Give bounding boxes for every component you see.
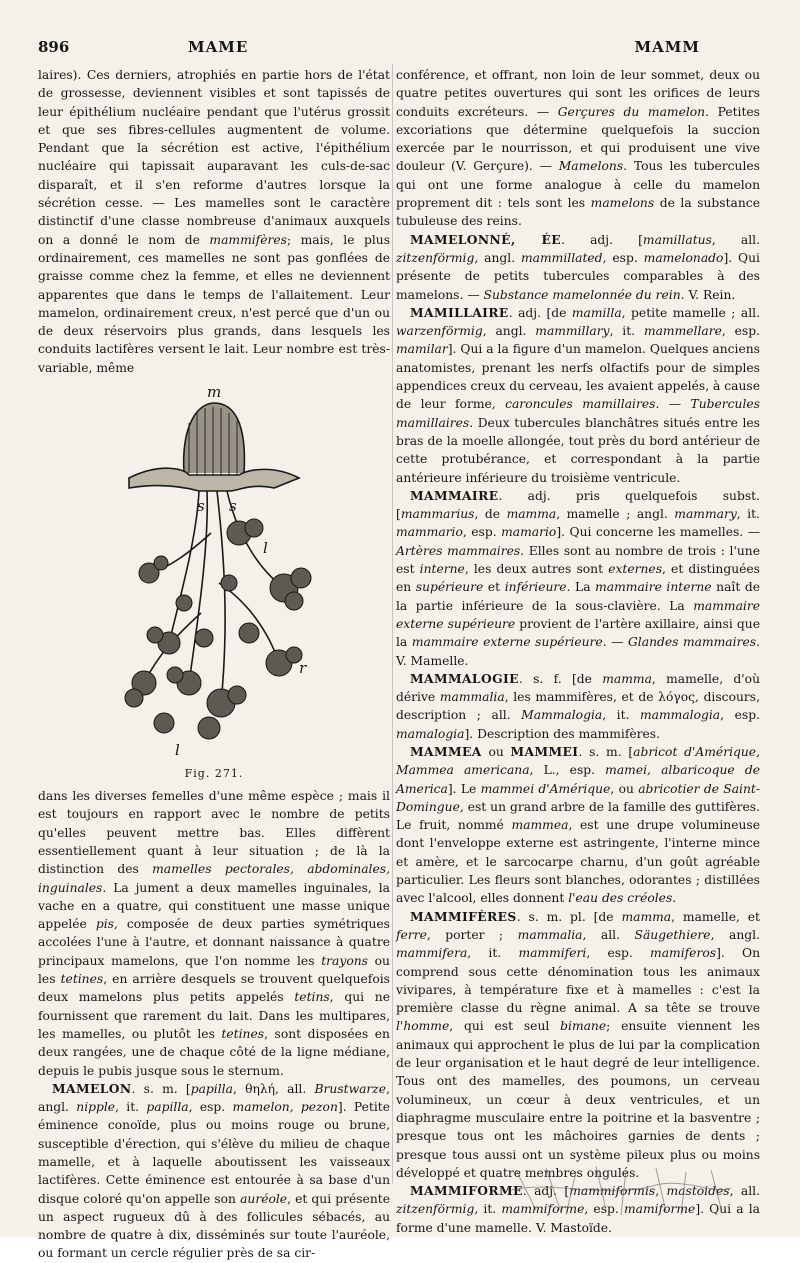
entry-mammiferes: MAMMIFÈRES. s. m. pl. [de mamma, mamelle, et ferre, porter ; mammalia, all. Säugethiere, angl. mammifera, it. mammiferi, esp. mamiferos]. On comprend sous cette dénomination tous les animaux vivipares, à température fixe et à mamelles : c'est la première classe du règne animal. A sa tête se trouve l'homme, qui est seul bimane; ensuite viennent les animaux qui approchent le plus de lui par la complication de leur organisation et le haut degré de leur intelligence. Tous ont des mamelles, des poumons, un cerveau volumineux, un cœur à deux ventricules, et un diaphragme musculaire entre la poitrine et la basventre ; presque tous ont les mâchoires garnies de dents ; presque tous aussi ont un système pileux plus ou moins développé et quatre membres ongulés. (396, 908, 760, 1180)
headword: MAMELON (52, 1080, 132, 1096)
figure-271 (38, 383, 390, 783)
header-right-guide-word: MAMM (634, 38, 700, 56)
entry-mammaire: MAMMAIRE. adj. pris quelquefois subst. [mammarius, de mamma, mamelle ; angl. mammary, it. mammario, esp. mamario]. Qui concerne les mamelles. — Artères mammaires. Elles sont au nombre de trois : l'une est interne, les deux autres sont externes, et distinguées en supérieure et inférieure. La mammaire interne naît de la partie inférieure de la sous-clavière. La mammaire externe supérieure provient de l'artère axillaire, ainsi que la mammaire externe supérieure. — Glandes mammaires. V. Mamelle. (396, 487, 761, 668)
entry-mammalogie: MAMMALOGIE. s. f. [de mamma, mamelle, d'où dérive mammalia, les mammifères, et de λόγος, discours, description ; all. Mammalogia, it. mammalogia, esp. mamalogia]. Description des mammifères. (396, 670, 760, 741)
figure-label-s-left: s (197, 497, 205, 516)
header-left-guide-word: MAME (188, 38, 249, 56)
headword: MAMMEA (410, 743, 482, 759)
left-column (38, 66, 390, 1263)
figure-label-s-right: s (229, 497, 237, 516)
entry-mamillaire: MAMILLAIRE. adj. [de mamilla, petite mamelle ; all. warzenförmig, angl. mammillary, it. mammellare, esp. mamilar]. Qui a la figure d'un mamelon. Quelques anciens anatomistes, prenant les nerfs olfactifs pour de simples appendices creux du cerveau, les avaient appelés, à cause de leur forme, caroncules mamillaires. — Tubercules mamillaires. Deux tubercules blanchâtres situés entre les bras de la moelle allongée, tout près du bord antérieur de cette protubérance, et correspondant à la partie antérieure inférieure du troisième ventricule. (396, 304, 760, 485)
entry-mamelon: MAMELON. s. m. [papilla, θηλή, all. Brustwarze, angl. nipple, it. papilla, esp. mamelon, pezon]. Petite éminence conoïde, plus ou moins rouge ou brune, susceptible d'érection, qui s'élève du milieu de chaque mamelle, et à laquelle aboutissent les vaisseaux lactifères. Cette éminence est entourée à sa base d'un disque coloré qu'on appelle son auréole, et qui présente un aspect rugueux dû à des follicules sébacés, au nombre de quatre à dix, disséminés sur toute l'auréole, ou formant un cercle régulier près de sa cir- (38, 1080, 390, 1261)
headword: MAMMALOGIE (410, 670, 519, 686)
figure-label-r: r (299, 659, 307, 678)
column-divider (392, 64, 393, 1184)
headword: MAMMAIRE (410, 487, 499, 503)
entry-mamelonne: MAMELONNÉ, ÉE. adj. [mamillatus, all. zitzenförmig, angl. mammillated, esp. mamelonado]. Qui présente de petits tubercules comparables à des mamelons. — Substance mamelonnée du rein. V. Rein. (396, 231, 760, 302)
paragraph-mamelon-continued: conférence, et offrant, non loin de leur sommet, deux ou quatre petites ouvertures qui sont les orifices de leurs conduits excréteurs. — Gerçures du mamelon. Petites excoriations que détermine quelquefois la succion exercée par le nourrisson, et qui produisent une vive douleur (V. Gerçure). — Mamelons. Tous les tubercules qui ont une forme analogue à celle du mamelon proprement dit : tels sont les mamelons de la substance tubuleuse des reins. (396, 68, 760, 229)
headword: MAMMIFORME (410, 1183, 523, 1199)
library-stamp-mark (506, 1160, 736, 1220)
figure-label-m: m (207, 383, 222, 402)
headword: MAMMIFÈRES (410, 908, 517, 924)
figure-label-l-right: l (263, 539, 268, 558)
entry-mammea: MAMMEA ou MAMMEI. s. m. [abricot d'Amérique, Mammea americana, L., esp. mamei, albaricoque de America]. Le mammei d'Amérique, ou abricotier de Saint-Domingue, est un grand arbre de la famille des guttifères. Le fruit, nommé mammea, est une drupe volumineuse dont l'enveloppe externe est astringente, l'interne mince et amère, et le sarcocarpe charnu, d'un goût agréable particulier. Les fleurs sont blanches, odorantes ; distillées avec l'alcool, elles donnent l'eau des créoles. (396, 743, 760, 906)
figure-label-l-bottom: l (175, 741, 180, 760)
running-header (38, 38, 770, 60)
mammary-gland-illustration (89, 383, 339, 763)
paragraph-mamelle-situation: dans les diverses femelles d'une même espèce ; mais il est toujours en rapport avec le nombre de petits qu'elles peuvent mettre bas. Elles diffèrent essentiellement quant à leur situation ; de là la distinction des mamelles pectorales, abdominales, inguinales. La jument a deux mamelles inguinales, la vache en a quatre, qui constituent une masse unique appelée pis, composée de deux parties symétriques accolées l'une à l'autre, et donnant naissance à quatre principaux mamelons, que l'on nomme les trayons ou les tetines, en arrière desquels se trouvent quelquefois deux mamelons plus petits appelés tetins, qui ne fournissent que rarement du lait. Dans les multipares, les mamelles, ou plutôt les tetines, sont disposées en deux rangées, une de chaque côté de la ligne médiane, depuis le pubis jusque sous le sternum. (38, 789, 390, 1078)
entry-mammiforme: MAMMIFORME. adj. [mammiformis, mastoides, all. zitzenförmig, it. mammiforme, esp. mamiforme]. Qui a la forme d'une mamelle. V. Mastoïde. (396, 1183, 760, 1235)
right-column (396, 66, 760, 1237)
figure-caption: Fig. 271. (184, 767, 244, 781)
headword: MAMELONNÉ, ÉE (410, 231, 562, 247)
paragraph-mamelle-continued: laires). Ces derniers, atrophiés en partie hors de l'état de grossesse, deviennent visibles et sont tapissés de leur épithélium nucléaire pendant que l'utérus grossit et que ses fibres-cellules augmentent de volume. Pendant que la sécrétion est active, l'épithélium nucléaire qui tapissait auparavant les culs-de-sac disparaît, et il s'en reforme d'autres lorsque la sécrétion cesse. — Les mamelles sont le caractère distinctif d'une classe nombreuse d'animaux auxquels on a donné le nom de mammifères; mais, le plus ordinairement, ces mamelles ne sont pas gonflées de graisse comme chez la femme, et elles ne deviennent apparentes que dans le temps de l'allaitement. Leur mamelon, ordinairement creux, n'est percé que d'un ou de deux réservoirs plus grands, dans lesquels les conduits lactifères versent le lait. Leur nombre est très-variable, même (38, 68, 391, 375)
page-number: 896 (38, 38, 70, 56)
headword: MAMILLAIRE (410, 304, 509, 320)
